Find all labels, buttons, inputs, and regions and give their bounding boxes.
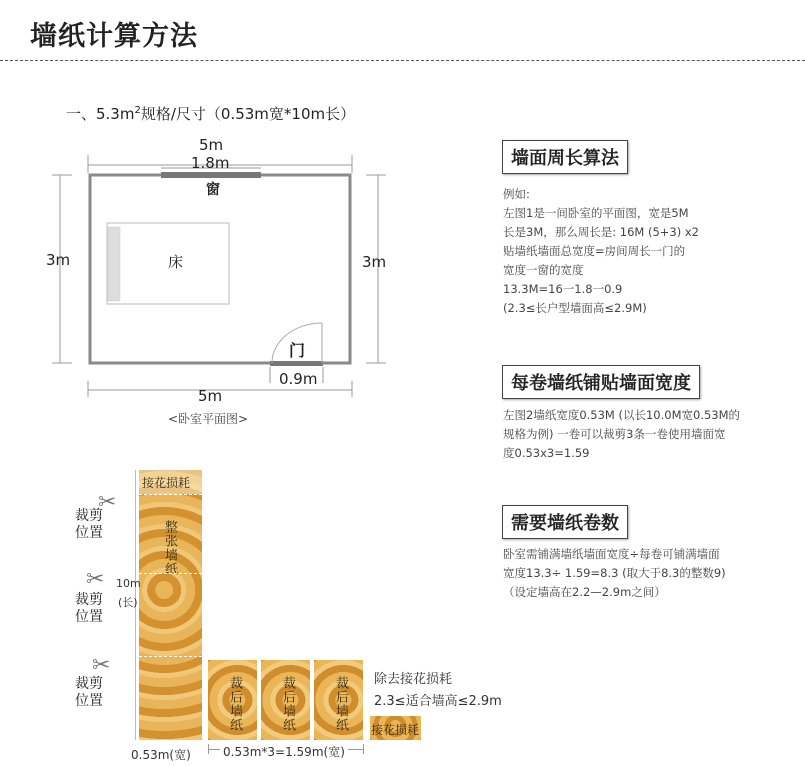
roll-length-value: 10m	[116, 577, 141, 590]
plan-door-label: 门	[289, 341, 306, 360]
cut-segment-label: 裁后墙纸	[227, 676, 242, 732]
title-divider	[0, 60, 805, 61]
rolls-needed-text	[503, 545, 726, 602]
roll-width-label: 0.53m(宽)	[131, 748, 191, 762]
rolls-needed-line: 卧室需铺满墙纸墙面宽度÷每卷可铺满墙面	[503, 547, 720, 561]
per-roll-heading: 每卷墙纸铺贴墙面宽度	[502, 365, 700, 399]
per-roll-line: 规格为例) 一卷可以裁剪3条一卷使用墙面宽	[503, 427, 726, 441]
perimeter-line: 例如:	[503, 187, 530, 201]
cut-segment-label: 裁后墙纸	[280, 676, 295, 732]
whole-wallpaper-label: 整张墙纸	[162, 520, 177, 576]
roll-length-unit: (长)	[118, 596, 138, 609]
plan-window-width: 1.8m	[191, 154, 230, 172]
cut-line	[139, 656, 202, 657]
rolls-needed-line: （设定墙高在2.2—2.9m之间）	[503, 585, 666, 599]
section-heading-pre: 一、5.3m	[66, 105, 135, 123]
per-roll-text	[503, 406, 740, 463]
loss-piece-label: 接花损耗	[371, 723, 420, 737]
cut-position-label: 裁剪位置	[75, 508, 103, 541]
scissors-icon: ✂	[86, 567, 105, 592]
cut-segment-label: 裁后墙纸	[333, 676, 348, 732]
width-tick	[363, 744, 364, 754]
cut-position-label: 裁剪位置	[75, 592, 103, 625]
perimeter-line: 长是3M，那么周长是: 16M (5+3) x2	[503, 225, 699, 239]
cut-position-label: 裁剪位置	[75, 676, 103, 709]
rolls-needed-heading: 需要墙纸卷数	[502, 505, 628, 539]
height-range-label: 2.3≤适合墙高≤2.9m	[374, 694, 502, 709]
plan-door-width: 0.9m	[279, 370, 318, 388]
total-width-label: 0.53m*3=1.59m(宽)	[220, 743, 348, 760]
per-roll-line: 度0.53x3=1.59	[503, 446, 590, 460]
plan-window-label: 窗	[206, 182, 220, 198]
top-loss-label: 接花损耗	[142, 476, 191, 490]
cut-line	[139, 494, 202, 495]
whole-wallpaper-roll	[139, 470, 202, 740]
section-heading-sup: 2	[134, 105, 141, 116]
perimeter-text	[503, 185, 699, 318]
scissors-icon: ✂	[92, 653, 111, 678]
perimeter-line: 贴墙纸墙面总宽度=房间周长一门的	[503, 244, 686, 258]
plan-left-height: 3m	[46, 251, 71, 269]
rolls-needed-line: 宽度13.3÷ 1.59=8.3 (取大于8.3的整数9)	[503, 566, 726, 580]
plan-right-height: 3m	[362, 253, 387, 271]
plan-bottom-width: 5m	[198, 387, 223, 405]
remove-loss-label: 除去接花损耗	[374, 672, 453, 687]
per-roll-line: 左图2墙纸宽度0.53M (以长10.0M宽0.53M的	[503, 408, 741, 422]
plan-bed-label: 床	[168, 253, 184, 271]
cut-line	[139, 573, 202, 574]
perimeter-line: 宽度一窗的宽度	[503, 263, 584, 277]
floor-plan-diagram	[40, 135, 400, 410]
scissors-icon: ✂	[98, 490, 117, 515]
page-title: 墙纸计算方法	[30, 21, 198, 52]
plan-caption: <卧室平面图>	[168, 412, 249, 426]
perimeter-line: 13.3M=16一1.8一0.9	[503, 282, 623, 296]
plan-top-width: 5m	[199, 136, 224, 154]
perimeter-heading: 墙面周长算法	[502, 140, 628, 174]
section-heading	[66, 103, 355, 124]
perimeter-line: (2.3≤长户型墙面高≤2.9M)	[503, 301, 647, 315]
perimeter-line: 左图1是一间卧室的平面图，宽是5M	[503, 206, 689, 220]
section-heading-post: 规格/尺寸（0.53m宽*10m长）	[140, 105, 356, 123]
